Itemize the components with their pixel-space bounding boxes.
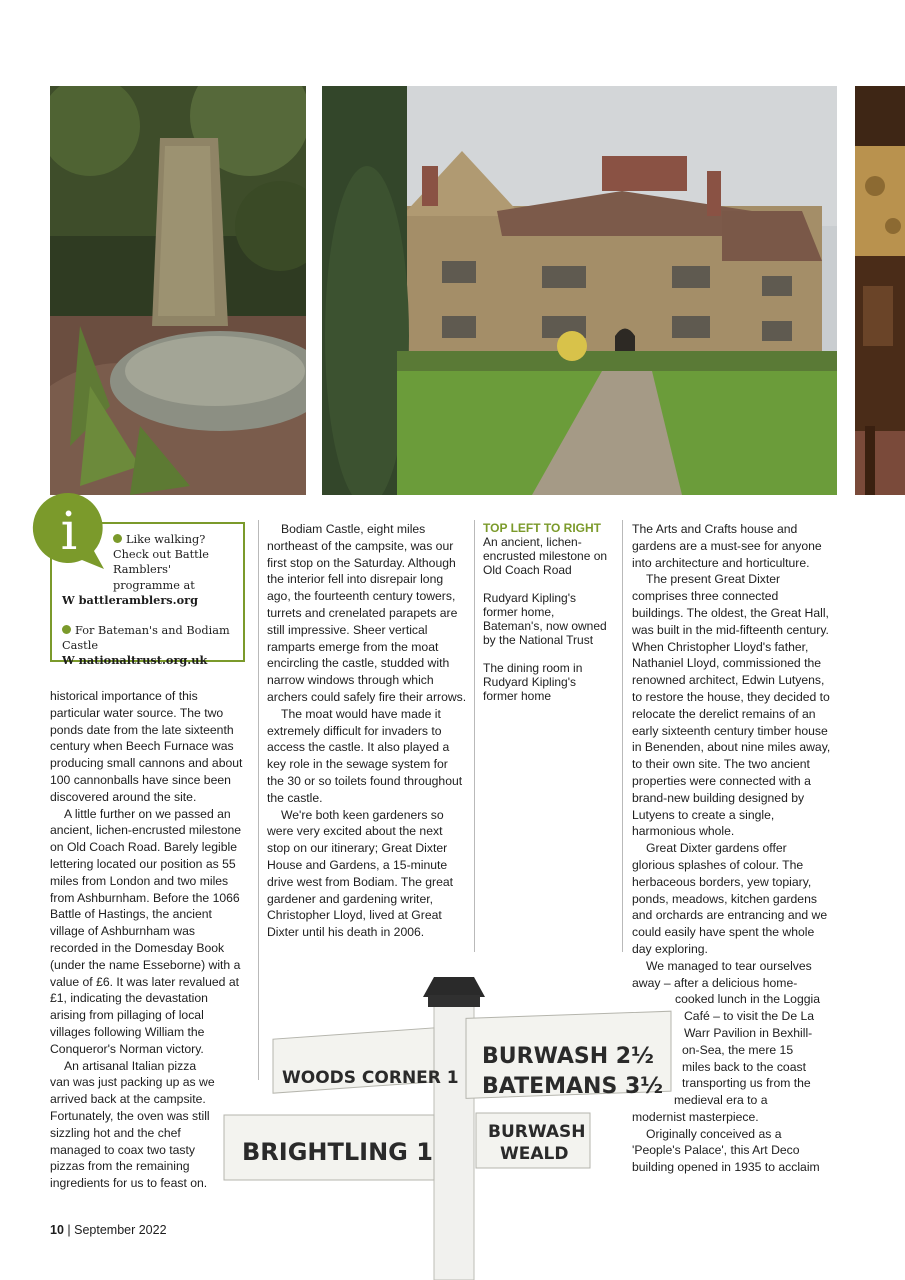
article-column-1: [50, 688, 246, 1192]
paragraph-line: medieval era to a: [674, 1093, 768, 1108]
info-badge-letter: i: [60, 502, 78, 562]
paragraph: We're both keen gardeners so were very excited about the next stop on our itinerary; Great Dixter House and Gardens, a 15-minute drive west from Bodiam. The great gardener and gardening writer, Christopher Lloyd, lived at Great Dixter until his death in 2006.: [267, 807, 454, 940]
dining-room-photo: [855, 86, 905, 495]
sign-burwash-weald-line1: BURWASH: [488, 1122, 586, 1142]
paragraph: The present Great Dixter comprises three connected buildings. The oldest, the Great Hall, was built in the mid-fifteenth century. When Christopher Lloyd's father, Nathaniel Lloyd, commissioned the renowned architect, Edwin Lutyens, to restore the house, they decided to relocate the derelict remains of an early sixteenth century timber house in Benenden, about nine miles away, to their own site. The two ancient properties were connected with a brand-new building designed by Lutyens to create a single, harmonious whole.: [632, 572, 831, 839]
paragraph: historical importance of this particular water source. The two ponds date from the late sixteenth century when Beech Furnace was producing small cannons and about 100 cannonballs have since been discovered around the site.: [50, 689, 243, 804]
info-icon: [32, 491, 107, 570]
caption: Rudyard Kipling's former home, Bateman's, now owned by the National Trust: [483, 591, 607, 647]
page-footer: 10 | September 2022: [50, 1223, 167, 1237]
paragraph-line: Café – to visit the De La: [684, 1009, 815, 1024]
caption-heading: TOP LEFT TO RIGHT: [483, 521, 602, 535]
column-divider: [474, 520, 475, 952]
paragraph: Originally conceived as a 'People's Palace', this Art Deco building opened in 1935 to acclaim: [632, 1126, 820, 1175]
sign-brightling: BRIGHTLING 1: [242, 1138, 433, 1166]
issue-date: September 2022: [74, 1223, 167, 1237]
paragraph: Great Dixter gardens offer glorious splashes of colour. The herbaceous borders, yew topiary, ponds, meadows, kitchen gardens and orchards are entrancing and we could easily have spent the whole day exploring.: [632, 841, 828, 956]
sign-batemans: BATEMANS 3½: [482, 1074, 664, 1099]
sign-woods-corner: WOODS CORNER 1: [282, 1068, 459, 1088]
column-divider: [622, 520, 623, 952]
paragraph: Bodiam Castle, eight miles northeast of the campsite, was our first stop on the Saturday. Although the interior fell into disrepair long ago, the fourteenth century towers, turrets and crenelated parapets are still impressive. Sheer vertical ramparts emerge from the moat encircling the castle, studded with narrow windows through which archers could safely fire their arrows.: [267, 522, 467, 704]
paragraph-line: on-Sea, the mere 15: [682, 1042, 794, 1057]
paragraph: The moat would have made it extremely difficult for invaders to access the castle. It also played a key role in the sewage system for the 30 or so toilets found throughout the castle.: [267, 706, 463, 805]
nationaltrust-link[interactable]: W nationaltrust.org.uk: [62, 653, 208, 668]
paragraph: A little further on we passed an ancient, lichen-encrusted milestone on Old Coach Road. Barely legible lettering located our position as 55 miles from London and two miles from Ashburnham. Before the 1066 Battle of Hastings, the ancient village of Ashburnham was recorded in the Domesday Book (under the name Esseborne) with a value of £6. It was later revalued at £1, indicating the devastation arising from pillaging of local villages following William the Conqueror's Norman victory.: [50, 806, 242, 1056]
batemans-house-photo: [322, 86, 837, 495]
signpost-image: [218, 975, 678, 1280]
paragraph: The Arts and Crafts house and gardens are a must-see for anyone into architecture and horticulture.: [632, 522, 822, 570]
paragraph-line: Warr Pavilion in Bexhill-: [684, 1025, 813, 1040]
article-column-2: [267, 521, 467, 941]
photo-captions: [483, 521, 611, 717]
bullet-icon: [113, 534, 122, 543]
paragraph-line: transporting us from the: [682, 1076, 811, 1091]
paragraph-line: modernist masterpiece.: [632, 1109, 759, 1124]
paragraph-line: miles back to the coast: [682, 1059, 806, 1074]
info-item-walking: Like walking? Check out Battle Ramblers' programme at: [113, 533, 209, 592]
bullet-icon: [62, 625, 71, 634]
caption: An ancient, lichen-encrusted milestone on Old Coach Road: [483, 535, 608, 577]
page-number: 10: [50, 1223, 64, 1237]
milestone-photo: [50, 86, 306, 495]
paragraph: We managed to tear ourselves away – after a delicious home-: [632, 958, 812, 990]
paragraph-line: cooked lunch in the Loggia: [675, 992, 821, 1007]
info-item-national-trust: For Bateman's and Bodiam Castle: [62, 624, 230, 653]
caption: The dining room in Rudyard Kipling's former home: [483, 661, 583, 703]
paragraph: An artisanal Italian pizza van was just packing up as we arrived back at the campsite. Fortunately, the oven was still sizzling hot and the chef managed to coax two tasty pizzas from the remaining ingredients for us to feast on.: [50, 1058, 215, 1191]
battleramblers-link[interactable]: W battleramblers.org: [62, 592, 198, 607]
sign-burwash-weald-line2: WEALD: [500, 1144, 569, 1164]
sign-burwash: BURWASH 2½: [482, 1044, 654, 1069]
